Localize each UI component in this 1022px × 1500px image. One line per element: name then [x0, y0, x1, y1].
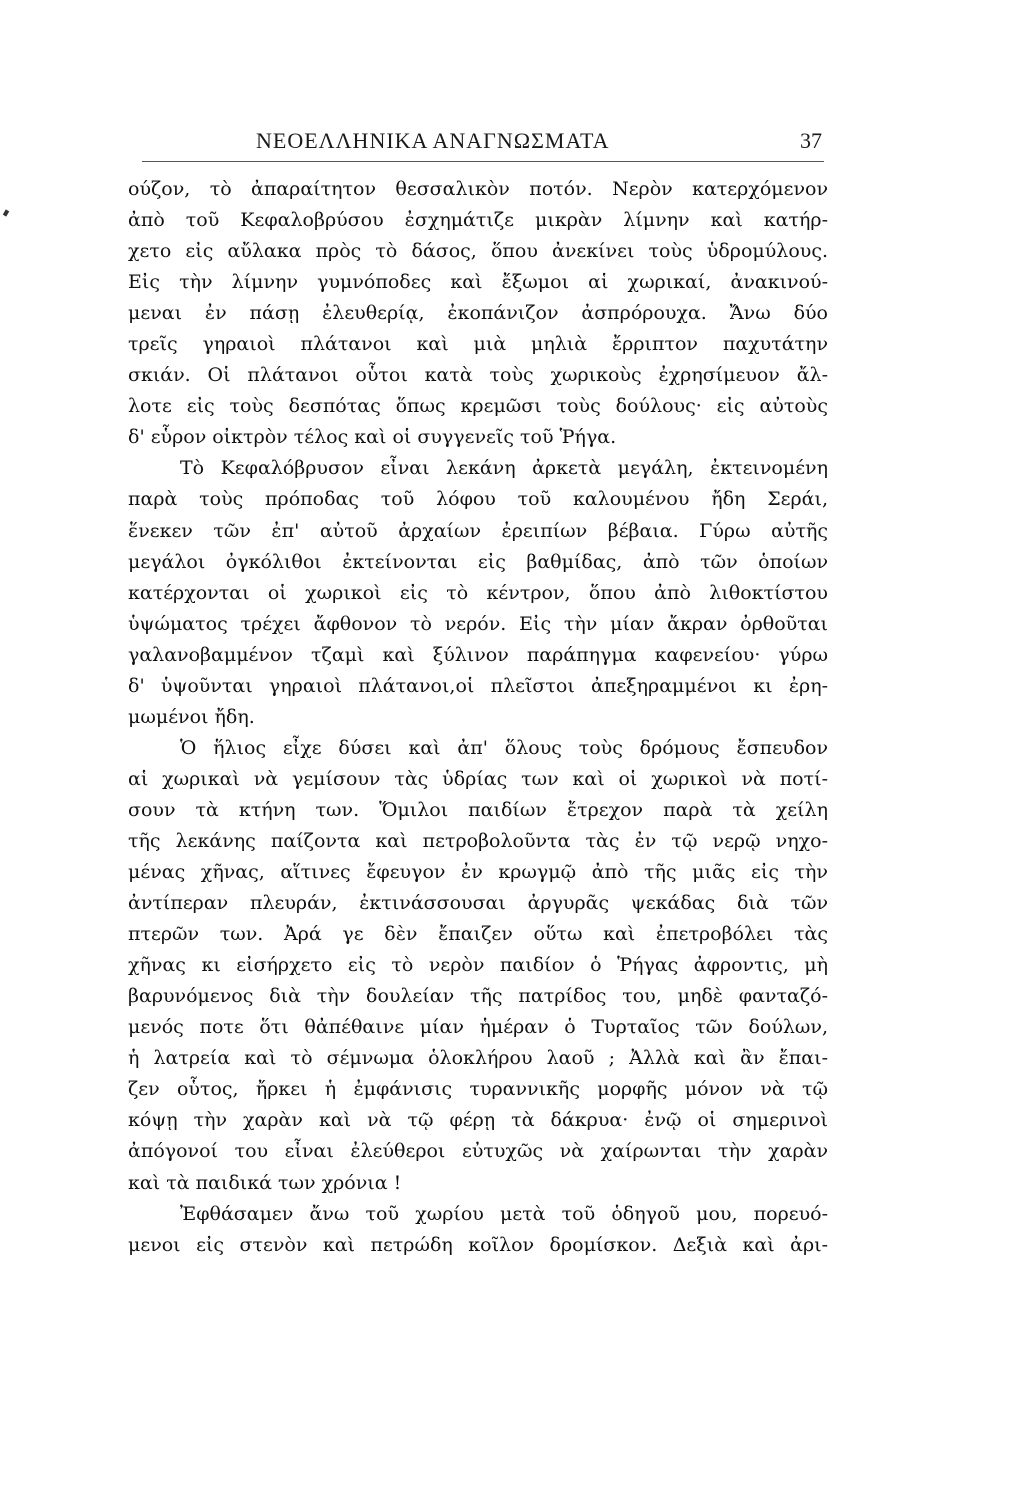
- text-line: ούζον, τὸ ἀπαραίτητον θεσσαλικὸν ποτόν. Νερὸν κατερχόμενον: [128, 178, 828, 200]
- text-line: δ' ὑψοῦνται γηραιοὶ πλάτανοι,οἱ πλεῖστοι ἀπεξηραμμένοι κι ἐρη-: [128, 674, 828, 697]
- text-line: κατέρχονται οἱ χωρικοὶ εἰς τὸ κέντρον, ὅπου ἀπὸ λιθοκτίστου: [128, 581, 828, 604]
- text-line: μεγάλοι ὀγκόλιθοι ἐκτείνονται εἰς βαθμίδας, ἀπὸ τῶν ὁποίων: [128, 550, 828, 573]
- text-line: κόψῃ τὴν χαρὰν καὶ νὰ τῷ φέρῃ τὰ δάκρυα· ἐνῷ οἱ σημερινοὶ: [128, 1109, 828, 1132]
- text-line: Εἰς τὴν λίμνην γυμνόποδες καὶ ἔξωμοι αἱ χωρικαί, ἀνακινού-: [128, 271, 828, 294]
- text-line: παρὰ τοὺς πρόποδας τοῦ λόφου τοῦ καλουμένου ἤδη Σεράι,: [128, 488, 828, 511]
- running-title: ΝΕΟΕΛΛΗΝΙΚΑ ΑΝΑΓΝΩΣΜΑΤΑ: [256, 128, 610, 153]
- text-line: λοτε εἰς τοὺς δεσπότας ὅπως κρεμῶσι τοὺς δούλους· εἰς αὐτοὺς: [128, 395, 828, 418]
- text-line: τρεῖς γηραιοὶ πλάτανοι καὶ μιὰ μηλιὰ ἔρριπτον παχυτάτην: [128, 333, 828, 356]
- header-rule: [142, 161, 824, 162]
- text-line: αἱ χωρικαὶ νὰ γεμίσουν τὰς ὑδρίας των καὶ οἱ χωρικοὶ νὰ ποτί-: [128, 767, 828, 790]
- text-line: Ἐφθάσαμεν ἄνω τοῦ χωρίου μετὰ τοῦ ὁδηγοῦ μου, πορευό-: [180, 1202, 828, 1225]
- text-line: μεναι ἐν πάσῃ ἐλευθερίᾳ, ἐκοπάνιζον ἀσπρόρουχα. Ἄνω δύο: [128, 302, 828, 325]
- text-line: χῆνας κι εἰσήρχετο εἰς τὸ νερὸν παιδίον ὁ Ῥήγας ἀφροντις, μὴ: [128, 954, 828, 977]
- text-line: τῆς λεκάνης παίζοντα καὶ πετροβολοῦντα τὰς ἐν τῷ νερῷ νηχο-: [128, 829, 828, 852]
- page-number: 37: [800, 128, 822, 153]
- text-line: Ὁ ἥλιος εἶχε δύσει καὶ ἀπ' ὅλους τοὺς δρόμους ἔσπευδον: [180, 736, 828, 759]
- margin-mark: [3, 209, 9, 216]
- text-line: πτερῶν των. Ἀρά γε δὲν ἔπαιζεν οὕτω καὶ ἐπετροβόλει τὰς: [128, 923, 828, 946]
- text-line: καὶ τὰ παιδικά των χρόνια !: [128, 1171, 402, 1194]
- text-line: ἀντίπεραν πλευράν, ἐκτινάσσουσαι ἀργυρᾶς ψεκάδας διὰ τῶν: [128, 892, 828, 915]
- text-line: ἀπόγονοί του εἶναι ἐλεύθεροι εὐτυχῶς νὰ χαίρωνται τὴν χαρὰν: [128, 1140, 828, 1163]
- page-header: [130, 124, 824, 160]
- text-line: ἀπὸ τοῦ Κεφαλοβρύσου ἐσχημάτιζε μικρὰν λίμνην καὶ κατήρ-: [128, 209, 828, 232]
- text-line: Τὸ Κεφαλόβρυσον εἶναι λεκάνη ἀρκετὰ μεγάλη, ἐκτεινομένη: [180, 457, 828, 480]
- text-line: μενοι εἰς στενὸν καὶ πετρώδη κοῖλον δρομίσκον. Δεξιὰ καὶ ἀρι-: [128, 1233, 828, 1256]
- text-line: ζεν οὗτος, ἤρκει ἡ ἐμφάνισις τυραννικῆς μορφῆς μόνον νὰ τῷ: [128, 1078, 828, 1101]
- text-line: βαρυνόμενος διὰ τὴν δουλείαν τῆς πατρίδος του, μηδὲ φανταζό-: [128, 985, 828, 1008]
- text-line: ἕνεκεν τῶν ἐπ' αὐτοῦ ἀρχαίων ἐρειπίων βέβαια. Γύρω αὐτῆς: [128, 519, 828, 542]
- text-line: μωμένοι ἤδη.: [128, 705, 255, 728]
- text-line: μενός ποτε ὅτι θἀπέθαινε μίαν ἡμέραν ὁ Τυρταῖος τῶν δούλων,: [128, 1016, 828, 1039]
- text-line: σκιάν. Οἱ πλάτανοι οὗτοι κατὰ τοὺς χωρικοὺς ἐχρησίμευον ἄλ-: [128, 364, 828, 387]
- text-line: μένας χῆνας, αἵτινες ἔφευγον ἐν κρωγμῷ ἀπὸ τῆς μιᾶς εἰς τὴν: [128, 861, 828, 884]
- text-line: γαλανοβαμμένον τζαμὶ καὶ ξύλινον παράπηγμα καφενείου· γύρω: [128, 643, 828, 666]
- text-line: ὑψώματος τρέχει ἄφθονον τὸ νερόν. Εἰς τὴν μίαν ἄκραν ὀρθοῦται: [128, 612, 828, 635]
- text-line: δ' εὗρον οἰκτρὸν τέλος καὶ οἱ συγγενεῖς τοῦ Ῥήγα.: [128, 426, 617, 449]
- text-line: ἡ λατρεία καὶ τὸ σέμνωμα ὁλοκλήρου λαοῦ ; Ἀλλὰ καὶ ἂν ἔπαι-: [128, 1047, 828, 1070]
- body-text: [128, 174, 828, 1261]
- text-line: χετο εἰς αὔλακα πρὸς τὸ δάσος, ὅπου ἀνεκίνει τοὺς ὑδρομύλους.: [128, 240, 828, 263]
- text-line: σουν τὰ κτήνη των. Ὅμιλοι παιδίων ἔτρεχον παρὰ τὰ χείλη: [128, 798, 828, 821]
